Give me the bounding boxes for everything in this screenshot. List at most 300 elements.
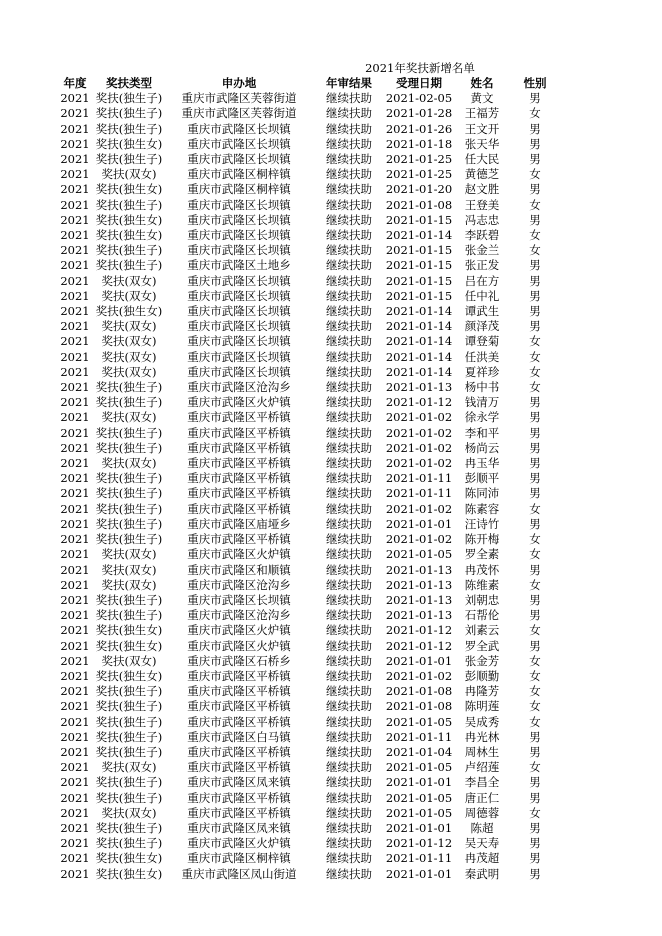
cell-place: 重庆市武隆区长坝镇 <box>187 212 291 227</box>
cell-date: 2021-01-28 <box>385 106 453 121</box>
cell-name: 罗全武 <box>464 638 500 653</box>
cell-result: 继续扶助 <box>326 440 372 455</box>
table-row <box>56 365 560 380</box>
table-row <box>56 106 560 121</box>
cell-sex: 男 <box>529 486 541 501</box>
cell-place: 重庆市武隆区凤来镇 <box>187 775 291 790</box>
cell-place: 重庆市武隆区平桥镇 <box>187 410 291 425</box>
cell-date: 2021-01-12 <box>385 623 453 638</box>
cell-place: 重庆市武隆区平桥镇 <box>187 684 291 699</box>
table-row <box>56 319 560 334</box>
cell-date: 2021-01-15 <box>385 212 453 227</box>
cell-result: 继续扶助 <box>326 197 372 212</box>
table-row <box>56 745 560 760</box>
cell-year: 2021 <box>60 304 90 319</box>
cell-date: 2021-01-02 <box>385 501 453 516</box>
cell-date: 2021-01-02 <box>385 456 453 471</box>
cell-date: 2021-01-11 <box>385 851 453 866</box>
cell-result: 继续扶助 <box>326 668 372 683</box>
cell-sex: 女 <box>529 228 541 243</box>
table-row <box>56 715 560 730</box>
cell-sex: 男 <box>529 182 541 197</box>
cell-date: 2021-01-12 <box>385 836 453 851</box>
cell-place: 重庆市武隆区火炉镇 <box>187 638 291 653</box>
cell-sex: 男 <box>529 288 541 303</box>
table-row <box>56 410 560 425</box>
cell-name: 陈明莲 <box>464 699 500 714</box>
cell-place: 重庆市武隆区平桥镇 <box>187 456 291 471</box>
cell-result: 继续扶助 <box>326 106 372 121</box>
table-row <box>56 623 560 638</box>
cell-year: 2021 <box>60 273 90 288</box>
cell-sex: 男 <box>529 562 541 577</box>
cell-year: 2021 <box>60 288 90 303</box>
cell-sex: 女 <box>529 684 541 699</box>
header-year: 年度 <box>63 76 87 90</box>
cell-year: 2021 <box>60 364 90 379</box>
cell-type: 奖扶(独生女) <box>95 212 163 227</box>
cell-name: 冉玉华 <box>464 456 500 471</box>
cell-result: 继续扶助 <box>326 623 372 638</box>
cell-year: 2021 <box>60 212 90 227</box>
cell-type: 奖扶(独生子) <box>95 820 163 835</box>
cell-sex: 男 <box>529 592 541 607</box>
cell-date: 2021-01-15 <box>385 288 453 303</box>
cell-sex: 女 <box>529 623 541 638</box>
table-row <box>56 851 560 866</box>
table-row <box>56 578 560 593</box>
cell-result: 继续扶助 <box>326 182 372 197</box>
table-row <box>56 289 560 304</box>
table-row <box>56 760 560 775</box>
cell-year: 2021 <box>60 760 90 775</box>
cell-type: 奖扶(独生女) <box>95 304 163 319</box>
cell-name: 徐永学 <box>464 410 500 425</box>
table-row <box>56 167 560 182</box>
cell-name: 秦武明 <box>464 866 500 881</box>
cell-year: 2021 <box>60 136 90 151</box>
cell-name: 任中礼 <box>464 288 500 303</box>
table-row <box>56 699 560 714</box>
cell-sex: 男 <box>529 395 541 410</box>
table-row <box>56 228 560 243</box>
cell-place: 重庆市武隆区平桥镇 <box>187 790 291 805</box>
cell-result: 继续扶助 <box>326 136 372 151</box>
cell-name: 冉光林 <box>464 729 500 744</box>
cell-type: 奖扶(独生女) <box>95 623 163 638</box>
cell-type: 奖扶(独生女) <box>95 228 163 243</box>
cell-result: 继续扶助 <box>326 760 372 775</box>
cell-year: 2021 <box>60 349 90 364</box>
cell-year: 2021 <box>60 486 90 501</box>
cell-name: 钱清万 <box>464 395 500 410</box>
table-body <box>56 91 560 882</box>
cell-type: 奖扶(独生女) <box>95 136 163 151</box>
cell-result: 继续扶助 <box>326 608 372 623</box>
cell-type: 奖扶(独生子) <box>95 91 163 106</box>
cell-type: 奖扶(双女) <box>101 410 157 425</box>
header-type: 奖扶类型 <box>106 76 152 90</box>
cell-sex: 女 <box>529 577 541 592</box>
cell-name: 罗全素 <box>464 547 500 562</box>
cell-type: 奖扶(独生子) <box>95 744 163 759</box>
cell-year: 2021 <box>60 668 90 683</box>
cell-sex: 男 <box>529 866 541 881</box>
cell-place: 重庆市武隆区白马镇 <box>187 729 291 744</box>
cell-result: 继续扶助 <box>326 334 372 349</box>
table-row <box>56 243 560 258</box>
cell-year: 2021 <box>60 501 90 516</box>
cell-place: 重庆市武隆区长坝镇 <box>187 136 291 151</box>
cell-name: 冉隆芳 <box>464 684 500 699</box>
cell-year: 2021 <box>60 820 90 835</box>
cell-date: 2021-01-18 <box>385 136 453 151</box>
cell-date: 2021-01-08 <box>385 684 453 699</box>
cell-name: 黄德芝 <box>464 167 500 182</box>
cell-result: 继续扶助 <box>326 562 372 577</box>
cell-result: 继续扶助 <box>326 547 372 562</box>
cell-sex: 男 <box>529 273 541 288</box>
cell-year: 2021 <box>60 592 90 607</box>
cell-sex: 女 <box>529 699 541 714</box>
table-row <box>56 639 560 654</box>
cell-name: 汪诗竹 <box>464 516 500 531</box>
table-row <box>56 182 560 197</box>
cell-date: 2021-01-25 <box>385 167 453 182</box>
cell-result: 继续扶助 <box>326 775 372 790</box>
cell-sex: 女 <box>529 380 541 395</box>
table-row <box>56 198 560 213</box>
table-row <box>56 350 560 365</box>
cell-name: 李和平 <box>464 425 500 440</box>
cell-sex: 女 <box>529 501 541 516</box>
cell-year: 2021 <box>60 684 90 699</box>
cell-type: 奖扶(双女) <box>101 760 157 775</box>
cell-name: 冯志忠 <box>464 212 500 227</box>
cell-sex: 男 <box>529 471 541 486</box>
header-name: 姓名 <box>470 76 494 90</box>
cell-place: 重庆市武隆区火炉镇 <box>187 836 291 851</box>
cell-place: 重庆市武隆区沧沟乡 <box>187 608 291 623</box>
cell-result: 继续扶助 <box>326 288 372 303</box>
table-row <box>56 669 560 684</box>
cell-sex: 男 <box>529 136 541 151</box>
cell-year: 2021 <box>60 790 90 805</box>
cell-sex: 男 <box>529 638 541 653</box>
cell-date: 2021-01-02 <box>385 425 453 440</box>
cell-year: 2021 <box>60 714 90 729</box>
cell-place: 重庆市武隆区桐梓镇 <box>187 167 291 182</box>
cell-date: 2021-01-13 <box>385 562 453 577</box>
roster-table <box>56 76 560 882</box>
cell-result: 继续扶助 <box>326 425 372 440</box>
table-row <box>56 471 560 486</box>
cell-type: 奖扶(双女) <box>101 349 157 364</box>
cell-place: 重庆市武隆区火炉镇 <box>187 395 291 410</box>
cell-sex: 男 <box>529 304 541 319</box>
cell-sex: 男 <box>529 152 541 167</box>
cell-result: 继续扶助 <box>326 304 372 319</box>
cell-sex: 男 <box>529 744 541 759</box>
cell-result: 继续扶助 <box>326 866 372 881</box>
cell-name: 卢绍莲 <box>464 760 500 775</box>
cell-name: 王福芳 <box>464 106 500 121</box>
cell-sex: 男 <box>529 851 541 866</box>
header-place: 申办地 <box>221 76 257 90</box>
cell-name: 赵文胜 <box>464 182 500 197</box>
cell-result: 继续扶助 <box>326 805 372 820</box>
cell-place: 重庆市武隆区长坝镇 <box>187 243 291 258</box>
cell-type: 奖扶(独生子) <box>95 714 163 729</box>
cell-sex: 女 <box>529 334 541 349</box>
table-row <box>56 517 560 532</box>
cell-place: 重庆市武隆区凤来镇 <box>187 820 291 835</box>
cell-year: 2021 <box>60 425 90 440</box>
cell-result: 继续扶助 <box>326 653 372 668</box>
cell-place: 重庆市武隆区平桥镇 <box>187 440 291 455</box>
cell-result: 继续扶助 <box>326 273 372 288</box>
table-row <box>56 274 560 289</box>
cell-date: 2021-01-14 <box>385 364 453 379</box>
table-row <box>56 775 560 790</box>
cell-result: 继续扶助 <box>326 714 372 729</box>
table-row <box>56 684 560 699</box>
cell-date: 2021-01-02 <box>385 440 453 455</box>
cell-result: 继续扶助 <box>326 790 372 805</box>
cell-result: 继续扶助 <box>326 258 372 273</box>
cell-year: 2021 <box>60 623 90 638</box>
cell-sex: 男 <box>529 212 541 227</box>
table-row <box>56 502 560 517</box>
cell-place: 重庆市武隆区长坝镇 <box>187 197 291 212</box>
cell-date: 2021-01-05 <box>385 805 453 820</box>
cell-date: 2021-01-01 <box>385 516 453 531</box>
cell-type: 奖扶(独生子) <box>95 380 163 395</box>
cell-year: 2021 <box>60 319 90 334</box>
cell-place: 重庆市武隆区和顺镇 <box>187 562 291 577</box>
cell-name: 吴天寿 <box>464 836 500 851</box>
cell-sex: 女 <box>529 714 541 729</box>
cell-year: 2021 <box>60 228 90 243</box>
cell-name: 王文开 <box>464 121 500 136</box>
table-row <box>56 836 560 851</box>
cell-result: 继续扶助 <box>326 532 372 547</box>
cell-place: 重庆市武隆区平桥镇 <box>187 760 291 775</box>
cell-place: 重庆市武隆区石桥乡 <box>187 653 291 668</box>
cell-year: 2021 <box>60 243 90 258</box>
cell-result: 继续扶助 <box>326 212 372 227</box>
cell-type: 奖扶(双女) <box>101 273 157 288</box>
cell-sex: 男 <box>529 440 541 455</box>
cell-type: 奖扶(独生子) <box>95 197 163 212</box>
cell-name: 吴成秀 <box>464 714 500 729</box>
cell-date: 2021-01-25 <box>385 152 453 167</box>
cell-date: 2021-01-12 <box>385 638 453 653</box>
cell-name: 黄文 <box>470 91 494 106</box>
cell-name: 彭顺平 <box>464 471 500 486</box>
cell-place: 重庆市武隆区平桥镇 <box>187 699 291 714</box>
cell-name: 谭登菊 <box>464 334 500 349</box>
cell-place: 重庆市武隆区凤山街道 <box>181 866 297 881</box>
cell-year: 2021 <box>60 866 90 881</box>
cell-result: 继续扶助 <box>326 228 372 243</box>
cell-place: 重庆市武隆区长坝镇 <box>187 121 291 136</box>
cell-result: 继续扶助 <box>326 836 372 851</box>
cell-year: 2021 <box>60 562 90 577</box>
cell-result: 继续扶助 <box>326 501 372 516</box>
cell-sex: 男 <box>529 456 541 471</box>
cell-year: 2021 <box>60 258 90 273</box>
table-row <box>56 791 560 806</box>
cell-name: 王登美 <box>464 197 500 212</box>
cell-sex: 女 <box>529 197 541 212</box>
cell-year: 2021 <box>60 836 90 851</box>
cell-result: 继续扶助 <box>326 638 372 653</box>
table-row <box>56 334 560 349</box>
cell-date: 2021-01-13 <box>385 608 453 623</box>
cell-result: 继续扶助 <box>326 319 372 334</box>
cell-name: 杨中书 <box>464 380 500 395</box>
table-row <box>56 91 560 106</box>
cell-name: 张天华 <box>464 136 500 151</box>
table-row <box>56 654 560 669</box>
cell-result: 继续扶助 <box>326 699 372 714</box>
table-row <box>56 258 560 273</box>
cell-result: 继续扶助 <box>326 364 372 379</box>
cell-sex: 男 <box>529 258 541 273</box>
cell-place: 重庆市武隆区火炉镇 <box>187 547 291 562</box>
cell-year: 2021 <box>60 516 90 531</box>
cell-name: 吕在方 <box>464 273 500 288</box>
table-row <box>56 304 560 319</box>
cell-date: 2021-02-05 <box>385 91 453 106</box>
cell-type: 奖扶(独生女) <box>95 851 163 866</box>
cell-year: 2021 <box>60 197 90 212</box>
table-row <box>56 821 560 836</box>
cell-date: 2021-01-01 <box>385 820 453 835</box>
table-row <box>56 395 560 410</box>
table-row <box>56 730 560 745</box>
cell-place: 重庆市武隆区土地乡 <box>187 258 291 273</box>
cell-type: 奖扶(双女) <box>101 562 157 577</box>
cell-date: 2021-01-01 <box>385 653 453 668</box>
cell-year: 2021 <box>60 106 90 121</box>
cell-place: 重庆市武隆区长坝镇 <box>187 334 291 349</box>
cell-name: 张金芳 <box>464 653 500 668</box>
cell-year: 2021 <box>60 653 90 668</box>
cell-date: 2021-01-05 <box>385 714 453 729</box>
cell-result: 继续扶助 <box>326 121 372 136</box>
header-sex: 性别 <box>523 76 547 90</box>
cell-type: 奖扶(独生子) <box>95 258 163 273</box>
cell-type: 奖扶(双女) <box>101 805 157 820</box>
header-result: 年审结果 <box>326 76 372 90</box>
cell-place: 重庆市武隆区长坝镇 <box>187 349 291 364</box>
cell-place: 重庆市武隆区长坝镇 <box>187 304 291 319</box>
cell-type: 奖扶(独生子) <box>95 790 163 805</box>
cell-date: 2021-01-05 <box>385 547 453 562</box>
cell-type: 奖扶(独生子) <box>95 106 163 121</box>
table-header <box>56 76 560 91</box>
cell-place: 重庆市武隆区长坝镇 <box>187 319 291 334</box>
cell-type: 奖扶(独生子) <box>95 471 163 486</box>
cell-place: 重庆市武隆区庙垭乡 <box>187 516 291 531</box>
cell-sex: 女 <box>529 243 541 258</box>
cell-result: 继续扶助 <box>326 395 372 410</box>
cell-year: 2021 <box>60 395 90 410</box>
cell-result: 继续扶助 <box>326 744 372 759</box>
cell-sex: 女 <box>529 668 541 683</box>
cell-place: 重庆市武隆区平桥镇 <box>187 714 291 729</box>
cell-sex: 男 <box>529 836 541 851</box>
cell-place: 重庆市武隆区沧沟乡 <box>187 380 291 395</box>
cell-sex: 男 <box>529 516 541 531</box>
cell-date: 2021-01-04 <box>385 744 453 759</box>
cell-name: 陈素容 <box>464 501 500 516</box>
cell-type: 奖扶(独生子) <box>95 699 163 714</box>
cell-place: 重庆市武隆区火炉镇 <box>187 623 291 638</box>
table-row <box>56 532 560 547</box>
cell-result: 继续扶助 <box>326 167 372 182</box>
cell-name: 陈同沛 <box>464 486 500 501</box>
cell-name: 周德蓉 <box>464 805 500 820</box>
table-row <box>56 152 560 167</box>
table-row <box>56 608 560 623</box>
cell-place: 重庆市武隆区长坝镇 <box>187 228 291 243</box>
cell-sex: 女 <box>529 760 541 775</box>
cell-sex: 男 <box>529 608 541 623</box>
cell-date: 2021-01-14 <box>385 228 453 243</box>
cell-type: 奖扶(独生子) <box>95 121 163 136</box>
cell-sex: 女 <box>529 364 541 379</box>
cell-place: 重庆市武隆区长坝镇 <box>187 273 291 288</box>
cell-result: 继续扶助 <box>326 577 372 592</box>
cell-date: 2021-01-11 <box>385 471 453 486</box>
cell-name: 张金兰 <box>464 243 500 258</box>
cell-date: 2021-01-02 <box>385 668 453 683</box>
cell-place: 重庆市武隆区平桥镇 <box>187 532 291 547</box>
cell-type: 奖扶(独生子) <box>95 152 163 167</box>
cell-place: 重庆市武隆区平桥镇 <box>187 744 291 759</box>
cell-place: 重庆市武隆区平桥镇 <box>187 668 291 683</box>
cell-name: 李跃碧 <box>464 228 500 243</box>
cell-type: 奖扶(独生子) <box>95 516 163 531</box>
cell-name: 颜泽茂 <box>464 319 500 334</box>
table-row <box>56 593 560 608</box>
cell-date: 2021-01-15 <box>385 243 453 258</box>
cell-date: 2021-01-14 <box>385 334 453 349</box>
cell-sex: 男 <box>529 790 541 805</box>
cell-year: 2021 <box>60 440 90 455</box>
cell-sex: 女 <box>529 547 541 562</box>
cell-year: 2021 <box>60 152 90 167</box>
cell-date: 2021-01-02 <box>385 532 453 547</box>
cell-name: 周林生 <box>464 744 500 759</box>
cell-place: 重庆市武隆区平桥镇 <box>187 501 291 516</box>
cell-place: 重庆市武隆区长坝镇 <box>187 592 291 607</box>
cell-place: 重庆市武隆区平桥镇 <box>187 486 291 501</box>
table-row <box>56 806 560 821</box>
cell-result: 继续扶助 <box>326 380 372 395</box>
cell-date: 2021-01-05 <box>385 790 453 805</box>
cell-year: 2021 <box>60 744 90 759</box>
cell-name: 陈开梅 <box>464 532 500 547</box>
cell-name: 任洪美 <box>464 349 500 364</box>
cell-name: 唐正仁 <box>464 790 500 805</box>
cell-result: 继续扶助 <box>326 486 372 501</box>
cell-sex: 男 <box>529 121 541 136</box>
cell-name: 任大民 <box>464 152 500 167</box>
